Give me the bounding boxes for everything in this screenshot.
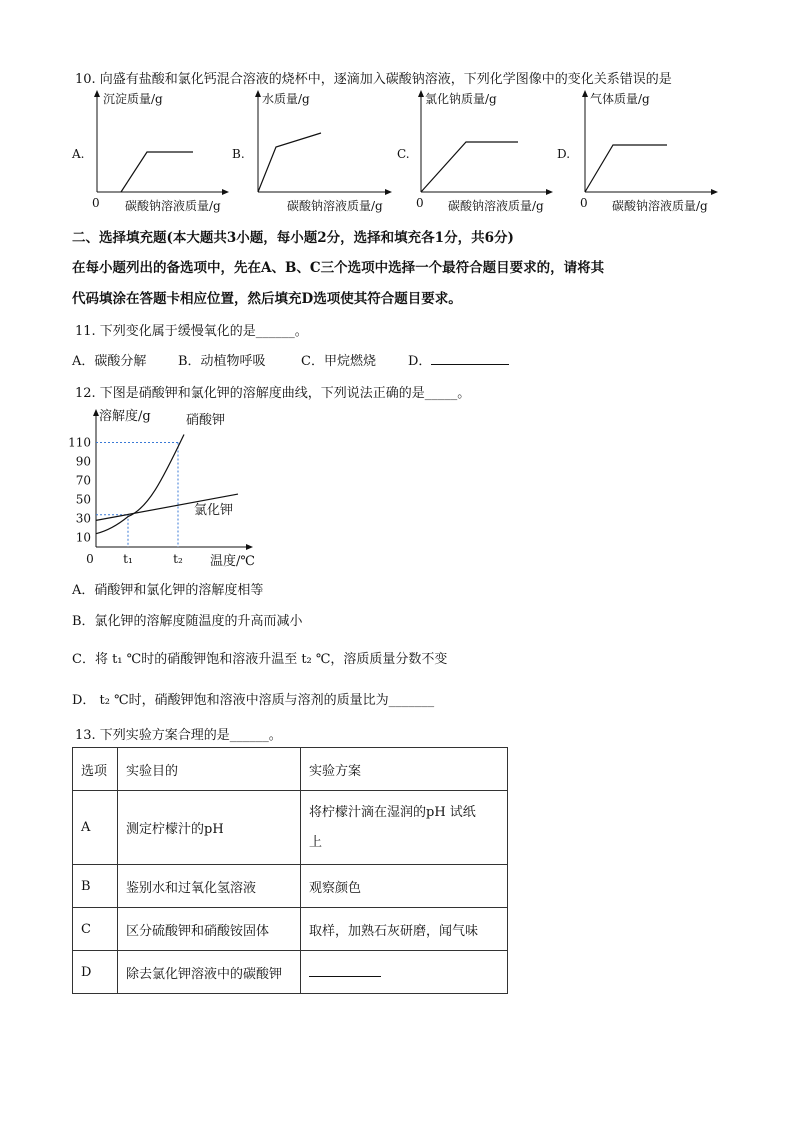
chart-ticks <box>68 436 183 567</box>
chart-labels <box>99 408 255 569</box>
x-tick-label: t₁ <box>123 552 133 566</box>
q10-graphs <box>0 85 794 215</box>
series-label-kno3: 硝酸钾 <box>186 413 226 428</box>
graph-c-option: C. <box>397 147 410 161</box>
q12-stem: 12. 下图是硝酸钾和氯化钾的溶解度曲线，下列说法正确的是_____。 <box>75 386 471 401</box>
section-intro-line2: 代码填涂在答题卡相应位置，然后填充D选项使其符合题目要求。 <box>72 291 462 307</box>
q11-stem: 11. 下列变化属于缓慢氧化的是______。 <box>75 324 308 339</box>
table-row <box>73 791 508 865</box>
series-label-kcl: 氯化钾 <box>194 503 234 518</box>
row-plan: 取样，加熟石灰研磨，闻气味 <box>301 908 508 951</box>
graph-a-ylabel: 沉淀质量/g <box>103 92 163 106</box>
chart-series <box>96 435 238 534</box>
table-row <box>73 951 508 994</box>
q11-option-d: D． <box>408 350 509 369</box>
y-tick-label: 70 <box>75 473 91 488</box>
row-plan-line2: 上 <box>309 834 323 850</box>
row-plan-line1: 将柠檬汁滴在湿润的pH 试纸 <box>309 804 476 820</box>
table-header-row <box>73 748 508 791</box>
q12-option-a: A．硝酸钾和氯化钾的溶解度相等 <box>72 583 264 598</box>
row-plan: 观察颜色 <box>301 865 508 908</box>
chart-axes <box>93 409 253 550</box>
graph-a-xlabel: 碳酸钠溶液质量/g <box>125 199 221 213</box>
header-option: 选项 <box>73 748 118 791</box>
row-option: A <box>73 791 118 865</box>
row-plan <box>301 791 508 865</box>
table-row <box>73 865 508 908</box>
section-intro-line1: 在每小题列出的备选项中，先在A、B、C三个选项中选择一个最符合题目要求的，请将其 <box>72 260 605 276</box>
graph-c-ylabel: 氯化钠质量/g <box>425 92 497 106</box>
row-goal: 区分硫酸钾和硝酸铵固体 <box>118 908 301 951</box>
row-goal: 测定柠檬汁的pH <box>118 791 301 865</box>
header-goal: 实验目的 <box>118 748 301 791</box>
graph-c <box>397 90 553 213</box>
section-title: 二、选择填充题(本大题共3小题，每小题2分，选择和填充各1分，共6分) <box>72 230 514 246</box>
y-tick-label: 10 <box>75 530 91 545</box>
header-plan: 实验方案 <box>301 748 508 791</box>
x-tick-label: t₂ <box>173 552 183 566</box>
graph-d-option: D. <box>557 147 571 161</box>
row-goal: 除去氯化钾溶液中的碳酸钾 <box>118 951 301 994</box>
graph-d-origin: 0 <box>580 196 588 210</box>
y-tick-label: 110 <box>68 435 91 450</box>
row-option: B <box>73 865 118 908</box>
x-axis-arrow <box>246 544 253 550</box>
graph-b-ylabel: 水质量/g <box>262 92 310 106</box>
q12-option-c: C．将 t₁ ℃时的硝酸钾饱和溶液升温至 t₂ ℃，溶质质量分数不变 <box>72 652 448 667</box>
row-option: C <box>73 908 118 951</box>
solubility-chart <box>68 404 272 574</box>
q11-option-b: B．动植物呼吸 <box>178 354 266 369</box>
graph-b-xlabel: 碳酸钠溶液质量/g <box>287 199 383 213</box>
row-option: D <box>73 951 118 994</box>
graph-d-xlabel: 碳酸钠溶液质量/g <box>612 199 708 213</box>
graph-b-option: B. <box>232 147 245 161</box>
y-axis-label: 溶解度/g <box>99 409 151 424</box>
q12-option-d: D． t₂ ℃时，硝酸钾饱和溶液中溶质与溶剂的质量比为_______ <box>72 693 435 708</box>
graph-c-origin: 0 <box>416 196 424 210</box>
chart-guides <box>96 443 178 548</box>
series-kno3-curve <box>96 435 184 534</box>
graph-d <box>557 90 718 213</box>
y-tick-label: 50 <box>75 492 91 507</box>
x-axis-label: 温度/℃ <box>210 554 255 569</box>
q10-stem: 10. 向盛有盐酸和氯化钙混合溶液的烧杯中，逐滴加入碳酸钠溶液，下列化学图像中的变化关系错误的是 <box>75 72 672 87</box>
y-tick-label: 90 <box>75 454 91 469</box>
row-plan <box>301 951 508 994</box>
row-goal: 鉴别水和过氧化氢溶液 <box>118 865 301 908</box>
graph-b <box>232 90 392 213</box>
q11-option-c: C．甲烷燃烧 <box>301 354 376 369</box>
q12-option-b: B．氯化钾的溶解度随温度的升高而减小 <box>72 614 303 629</box>
table-row <box>73 908 508 951</box>
graph-c-xlabel: 碳酸钠溶液质量/g <box>448 199 544 213</box>
experiment-table <box>72 747 508 994</box>
origin-label: 0 <box>86 552 94 566</box>
graph-a-option: A. <box>72 147 85 161</box>
graph-d-ylabel: 气体质量/g <box>590 92 650 106</box>
graph-a-origin: 0 <box>92 196 100 210</box>
graph-a <box>71 90 229 213</box>
q11-option-a: A．碳酸分解 <box>72 354 147 369</box>
q13-stem: 13. 下列实验方案合理的是______。 <box>75 728 282 743</box>
y-tick-label: 30 <box>75 511 91 526</box>
